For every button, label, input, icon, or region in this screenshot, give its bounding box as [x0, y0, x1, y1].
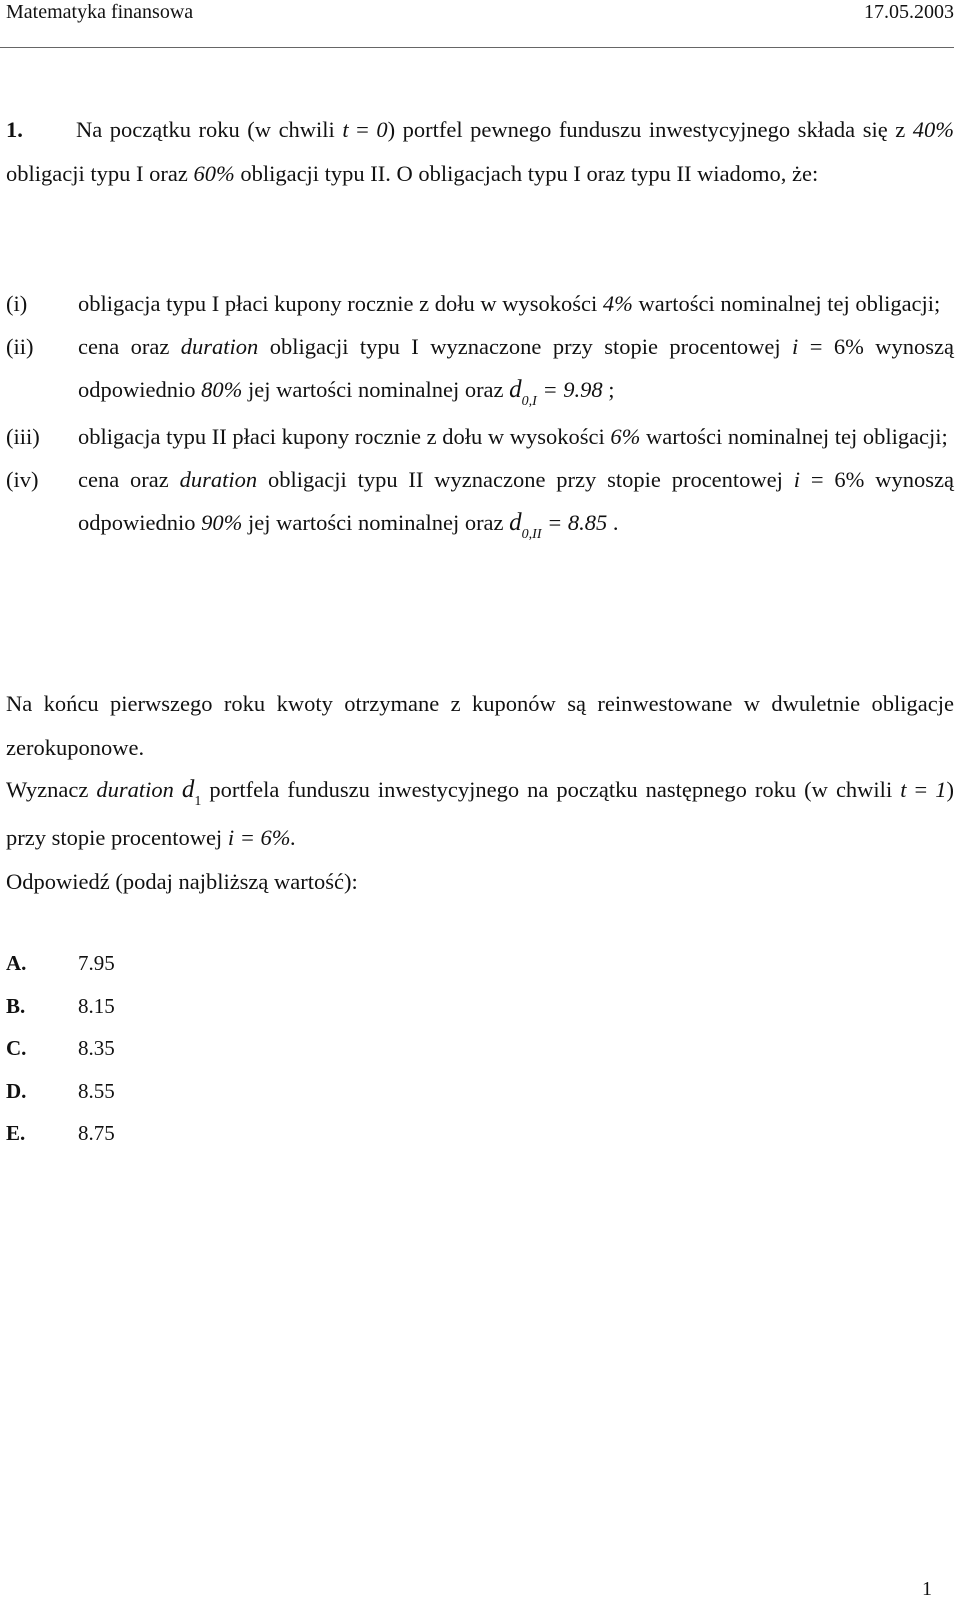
- problem-number: 1.: [6, 117, 23, 142]
- answer-value: 8.35: [78, 1036, 115, 1061]
- text: ;: [602, 377, 615, 402]
- answer-option: [6, 1027, 115, 1070]
- text: cena oraz: [78, 467, 180, 492]
- condition-text: [78, 282, 954, 325]
- text: jej wartości nominalnej oraz: [242, 510, 510, 535]
- answer-letter: E.: [6, 1121, 26, 1146]
- text: wynoszą odpowiednio: [78, 334, 954, 402]
- answer-option: [6, 985, 115, 1028]
- text: wartości nominalnej tej obligacji;: [632, 291, 941, 316]
- rate-value: = 6%: [800, 467, 865, 492]
- text: jej wartości nominalnej oraz: [242, 377, 510, 402]
- duration-subscript: 0,I: [521, 394, 537, 409]
- percent: 4%: [602, 291, 633, 316]
- duration-term: duration: [180, 334, 259, 359]
- duration-symbol: d: [181, 776, 195, 803]
- answer-value: 8.15: [78, 993, 115, 1018]
- header-date: 17.05.2003: [864, 1, 954, 23]
- header-divider: [0, 47, 954, 48]
- condition-item: [6, 282, 954, 325]
- answer-letter: D.: [6, 1078, 27, 1103]
- percent: 90%: [201, 510, 243, 535]
- answer-letter: B.: [6, 993, 26, 1018]
- rate-value: = 6%: [798, 334, 864, 359]
- text: obligacja typu I płaci kupony rocznie z dołu w wysokości: [78, 291, 603, 316]
- problem-intro: [6, 108, 954, 196]
- time-one: 1: [935, 777, 947, 802]
- percent: 80%: [201, 377, 243, 402]
- condition-label: (i): [6, 291, 28, 316]
- reinvestment-text: Na końcu pierwszego roku kwoty otrzymane z kuponów są reinwestowane w dwuletnie obligacje zerokuponowe.: [6, 691, 954, 760]
- answer-prompt: [6, 860, 954, 904]
- text: cena oraz: [78, 334, 181, 359]
- rate-symbol: i: [792, 334, 799, 359]
- duration-subscript: 0,II: [521, 527, 542, 542]
- answer-value: 8.75: [78, 1121, 115, 1146]
- text: obligacji typu II wyznaczone przy stopie procentowej: [257, 467, 794, 492]
- percent-40: 40%: [912, 117, 954, 142]
- time-symbol: t: [900, 777, 907, 802]
- answer-option: [6, 942, 115, 985]
- answer-letter: A.: [6, 951, 27, 975]
- duration-term: duration: [96, 777, 174, 802]
- answer-option: [6, 1070, 115, 1113]
- rate-symbol: i: [793, 467, 801, 492]
- time-symbol: t: [342, 117, 349, 142]
- answer-value: 7.95: [78, 951, 115, 975]
- condition-label: (iv): [6, 467, 39, 492]
- condition-item: [6, 415, 954, 458]
- text: [174, 777, 182, 802]
- percent-60: 60%: [193, 161, 235, 186]
- condition-text: [78, 415, 954, 458]
- rate-symbol: i: [227, 825, 235, 850]
- answer-option: [6, 1112, 115, 1155]
- answer-prompt-text: Odpowiedź (podaj najbliższą wartość):: [6, 869, 358, 894]
- text: wynoszą odpowiednio: [78, 467, 954, 535]
- text: .: [607, 510, 619, 535]
- duration-term: duration: [179, 467, 258, 492]
- intro-text-d: obligacji typu II. O obligacjach typu I oraz typu II wiadomo, że:: [234, 161, 819, 186]
- intro-text-c: obligacji typu I oraz: [6, 161, 194, 186]
- percent: 6%: [610, 424, 641, 449]
- condition-label: (ii): [6, 334, 34, 359]
- answer-value: 8.55: [78, 1078, 115, 1103]
- reinvestment-paragraph: [6, 682, 954, 770]
- duration-subscript: 1: [194, 794, 202, 809]
- page-header: [6, 0, 954, 29]
- page-number: 1: [922, 1578, 932, 1600]
- rate-value: = 6%.: [234, 825, 297, 850]
- intro-eq: =: [348, 117, 377, 142]
- duration-value: = 9.98: [536, 377, 603, 402]
- answer-options: [6, 942, 115, 1155]
- conditions-list: [6, 282, 954, 548]
- text: obligacja typu II płaci kupony rocznie z dołu w wysokości: [78, 424, 611, 449]
- condition-text: [78, 325, 954, 415]
- duration-value: = 8.85: [541, 510, 608, 535]
- condition-item: [6, 325, 954, 415]
- answer-letter: C.: [6, 1036, 27, 1061]
- intro-text-b: ) portfel pewnego funduszu inwestycyjnego składa się z: [387, 117, 913, 142]
- time-zero: 0: [376, 117, 388, 142]
- text: ) przy stopie procentowej: [6, 777, 954, 850]
- duration-symbol: d: [509, 376, 522, 403]
- header-title: Matematyka finansowa: [6, 1, 194, 23]
- text: Wyznacz: [6, 777, 97, 802]
- condition-item: [6, 458, 954, 548]
- duration-symbol: d: [509, 509, 522, 536]
- task-paragraph: [6, 768, 954, 860]
- intro-text-a: Na początku roku (w chwili: [76, 117, 343, 142]
- text: wartości nominalnej tej obligacji;: [640, 424, 948, 449]
- text: =: [906, 777, 936, 802]
- condition-label: (iii): [6, 424, 40, 449]
- text: portfela funduszu inwestycyjnego na początku następnego roku (w chwili: [201, 777, 901, 802]
- condition-text: [78, 458, 954, 548]
- text: obligacji typu I wyznaczone przy stopie procentowej: [258, 334, 793, 359]
